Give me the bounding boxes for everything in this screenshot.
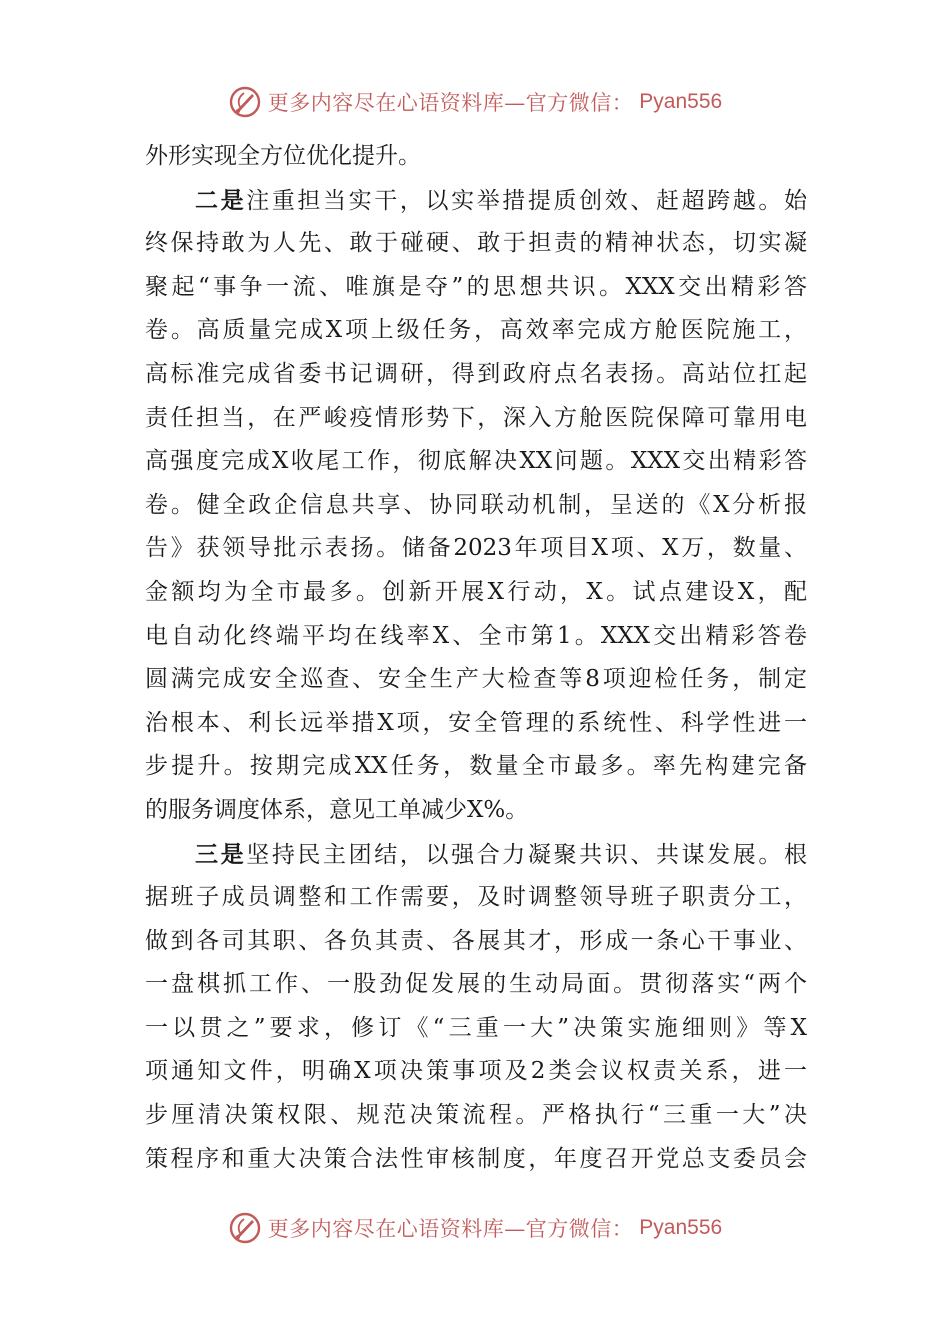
body-line: 终保持敢为人先、敢于碰硬、敢于担责的精神状态，切实凝 <box>145 230 807 257</box>
quill-logo-icon <box>228 1211 262 1245</box>
body-line: 治根本、利长远举措X项，安全管理的系统性、科学性进一 <box>145 709 807 736</box>
body-line: 一盘棋抓工作、一股劲促发展的生动局面。贯彻落实“两个 <box>145 971 807 998</box>
body-line: 圆满完成安全巡查、安全生产大检查等8项迎检任务，制定 <box>145 666 807 693</box>
body-line: 高标准完成省委书记调研，得到政府点名表扬。高站位扛起 <box>145 360 807 387</box>
paragraph-lead: 二是 <box>195 186 247 214</box>
body-line: 高强度完成X收尾工作，彻底解决XX问题。XXX交出精彩答 <box>145 448 807 475</box>
body-line: 告》获领导批示表扬。储备2023年项目X项、X万，数量、 <box>145 535 807 562</box>
paragraph-lead-line <box>145 179 807 223</box>
body-line: 电自动化终端平均在线率X、全市第1。XXX交出精彩答卷 <box>145 622 807 649</box>
paragraph-lead-line <box>145 833 807 877</box>
body-line: 责任担当，在严峻疫情形势下，深入方舱医院保障可靠用电 <box>145 404 807 431</box>
footer-banner <box>0 1208 950 1248</box>
body-line: 一以贯之”要求，修订《“三重一大”决策实施细则》等X <box>145 1014 807 1041</box>
body-line: 做到各司其职、各负其责、各展其才，形成一条心干事业、 <box>145 927 807 954</box>
body-line: 金额均为全市最多。创新开展X行动，X。试点建设X，配 <box>145 578 807 605</box>
body-line: 外形实现全方位优化提升。 <box>145 143 421 169</box>
banner-wechat-id: Pyan556 <box>639 90 723 113</box>
paragraph-lead: 三是 <box>195 840 247 868</box>
body-line: 卷。高质量完成X项上级任务，高效率完成方舱医院施工， <box>145 317 807 344</box>
body-line: 策程序和重大决策合法性审核制度，年度召开党总支委员会 <box>145 1145 807 1172</box>
body-line: 步厘清决策权限、规范决策流程。严格执行“三重一大”决 <box>145 1102 807 1129</box>
body-line-text: 坚持民主团结，以强合力凝聚共识、共谋发展。根 <box>246 841 807 868</box>
body-line: 聚起“事争一流、唯旗是夺”的思想共识。XXX交出精彩答 <box>145 273 807 300</box>
document-body <box>145 135 807 1181</box>
banner-text: 更多内容尽在心语资料库—官方微信： <box>267 91 634 115</box>
quill-logo-icon <box>228 85 262 119</box>
body-line-text: 注重担当实干，以实举措提质创效、赶超跨越。始 <box>246 187 807 214</box>
banner-wechat-id: Pyan556 <box>639 1216 723 1239</box>
banner-text: 更多内容尽在心语资料库—官方微信： <box>267 1217 634 1241</box>
body-line: 步提升。按期完成XX任务，数量全市最多。率先构建完备 <box>145 753 807 780</box>
header-banner <box>0 82 950 122</box>
body-line: 据班子成员调整和工作需要，及时调整领导班子职责分工， <box>145 884 807 911</box>
body-line: 卷。健全政企信息共享、协同联动机制，呈送的《X分析报 <box>145 491 807 518</box>
body-line: 项通知文件，明确X项决策事项及2类会议权责关系，进一 <box>145 1058 807 1085</box>
body-line: 的服务调度体系，意见工单减少X%。 <box>145 796 529 823</box>
